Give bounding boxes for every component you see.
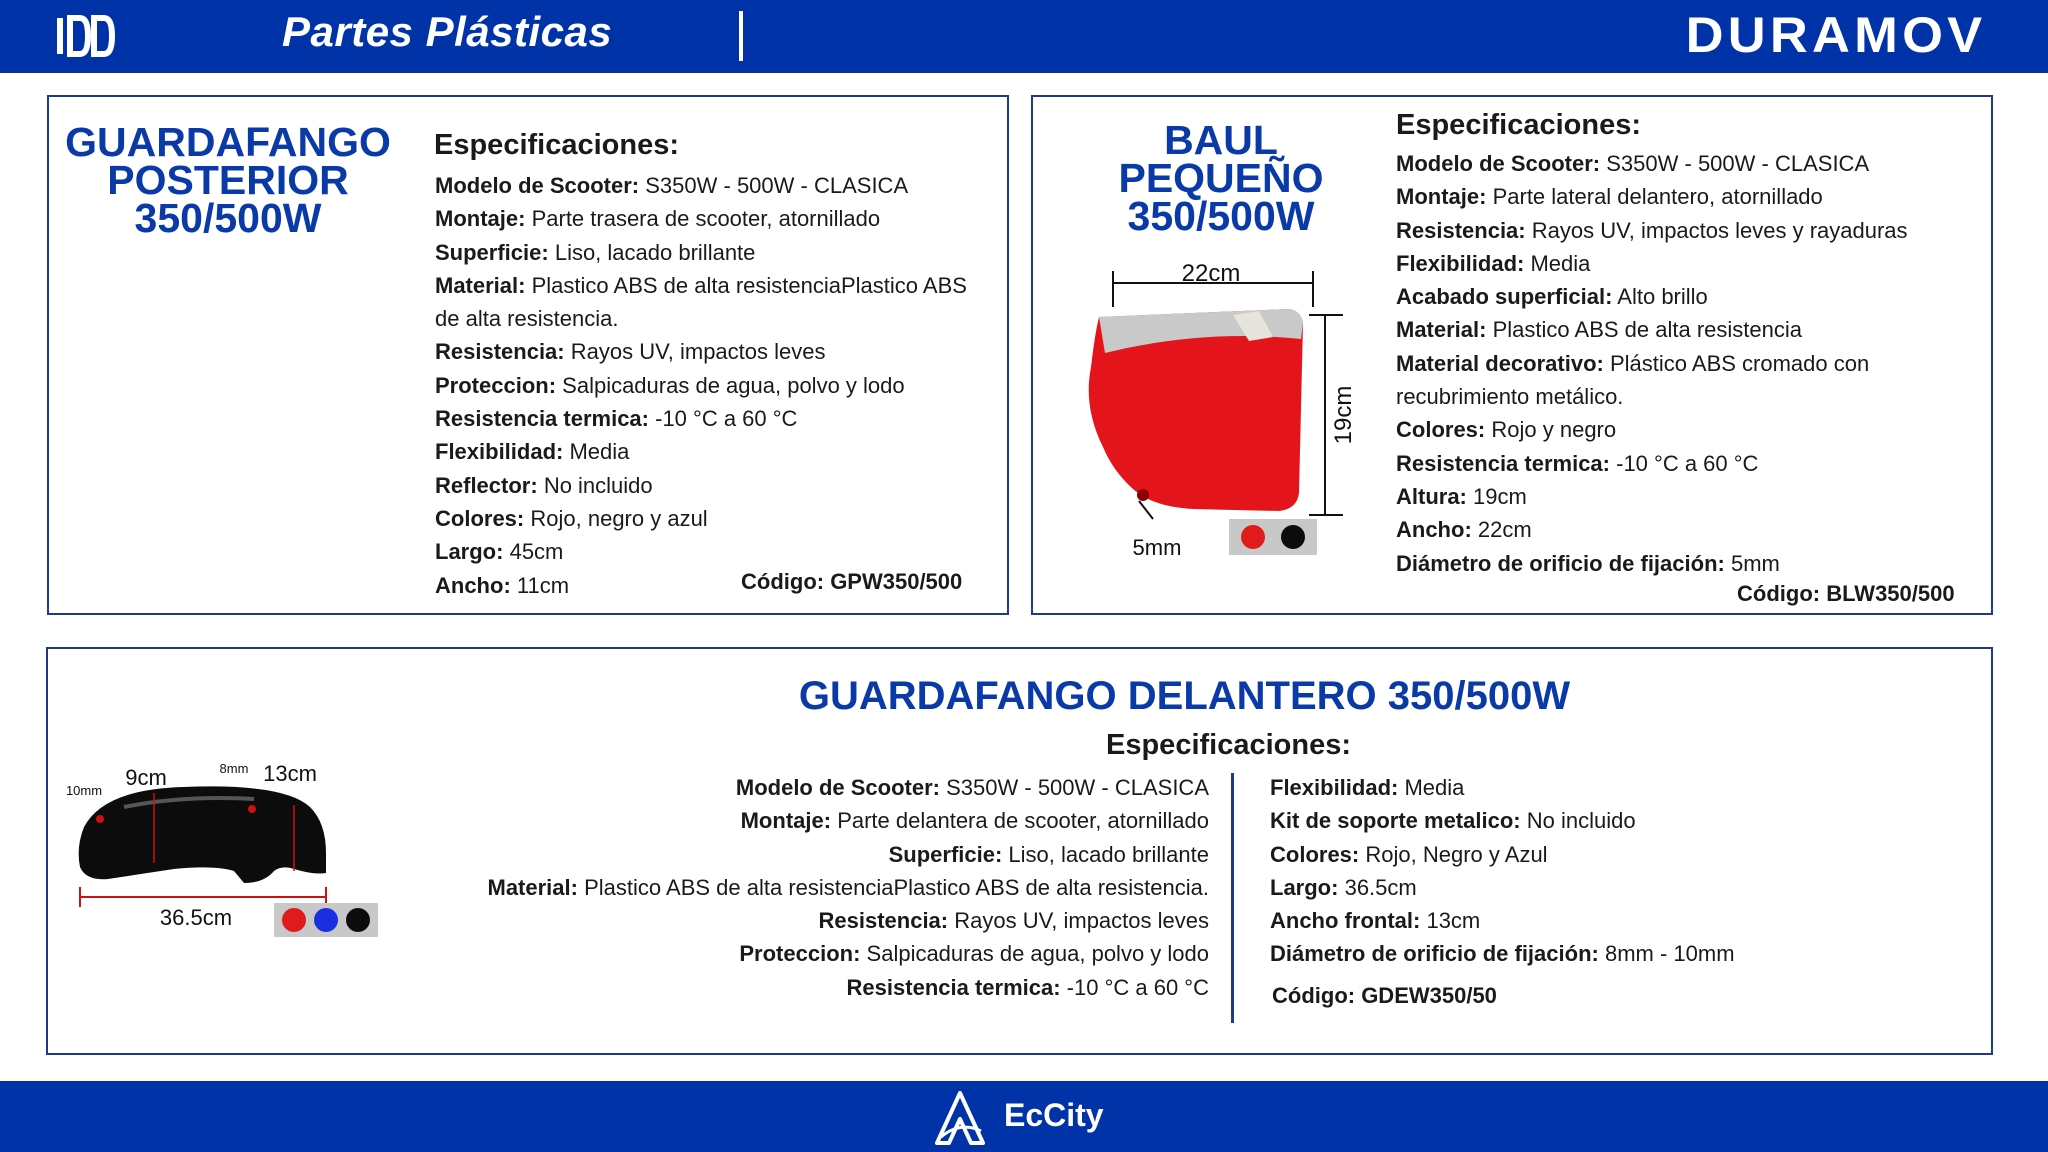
- spec-value: 11cm: [516, 572, 570, 598]
- mount-hole: [96, 815, 104, 823]
- spec-value: 45cm: [509, 539, 564, 565]
- spec-value: Rayos UV, impactos leves y rayaduras: [1531, 217, 1908, 243]
- spec-value: Rojo, Negro y Azul: [1365, 841, 1548, 867]
- color-swatch-red: [282, 908, 306, 932]
- footer-bar: [0, 1081, 2048, 1152]
- product-card-baul-pequeno: [1031, 95, 1993, 615]
- spec-item: [435, 169, 995, 202]
- spec-key: Acabado superficial:: [1396, 284, 1613, 310]
- spec-key: Modelo de Scooter:: [735, 775, 940, 800]
- spec-item: [1396, 513, 1986, 546]
- spec-key: Colores:: [1270, 841, 1360, 867]
- header-divider: [739, 11, 743, 61]
- spec-item: [435, 469, 995, 502]
- dim-label-10mm: 10mm: [65, 783, 103, 798]
- spec-item: [1270, 871, 1890, 904]
- hole-arrow: [1139, 501, 1153, 519]
- spec-value: Liso, lacado brillante: [554, 239, 756, 265]
- spec-item: [435, 269, 995, 336]
- spec-key: Resistencia:: [1396, 217, 1526, 243]
- spec-key: Modelo de Scooter:: [435, 173, 640, 198]
- spec-item: [1396, 147, 1986, 180]
- spec-key: Modelo de Scooter:: [1396, 151, 1601, 176]
- fender-body: [79, 786, 326, 883]
- spec-item: [1396, 180, 1986, 213]
- spec-value: 36.5cm: [1344, 874, 1417, 900]
- footer-brand: EcCity: [1004, 1097, 1104, 1133]
- spec-item: [1270, 904, 1890, 937]
- spec-key: Flexibilidad:: [1270, 775, 1399, 800]
- spec-key: Material:: [435, 272, 526, 298]
- spec-key: Montaje:: [435, 206, 526, 232]
- spec-value: Plastico ABS de alta resistenciaPlastico ABS de alta resistencia.: [435, 272, 967, 332]
- spec-item: [435, 369, 995, 402]
- spec-key: Material decorativo:: [1396, 350, 1604, 376]
- eccity-logo-icon: [935, 1091, 985, 1147]
- spec-item: [309, 871, 1209, 904]
- spec-value: 5mm: [1730, 550, 1780, 576]
- product-card-guardafango-posterior: [47, 95, 1009, 615]
- product-code: Código: GPW350/500: [741, 569, 963, 594]
- spec-item: [1270, 771, 1890, 804]
- product-title: GUARDAFANGO POSTERIOR 350/500W: [65, 119, 391, 241]
- spec-key: Resistencia termica:: [846, 974, 1061, 1000]
- product-title: BAUL PEQUEÑO 350/500W: [1118, 117, 1324, 239]
- mount-hole: [1137, 489, 1149, 501]
- spec-value: Plastico ABS de alta resistencia: [1492, 317, 1802, 343]
- spec-key: Resistencia termica:: [1396, 450, 1610, 476]
- spec-item: [435, 535, 995, 568]
- spec-value: No incluido: [1526, 808, 1636, 834]
- spec-item: [435, 435, 995, 468]
- spec-item: [1396, 447, 1986, 480]
- duramov-logo-icon: [56, 14, 128, 58]
- spec-item: [309, 838, 1209, 871]
- spec-value: S350W - 500W - CLASICA: [946, 775, 1209, 800]
- spec-key: Ancho frontal:: [1270, 908, 1421, 934]
- spec-key: Resistencia termica:: [435, 406, 649, 432]
- spec-item: [435, 236, 995, 269]
- spec-value: Rojo y negro: [1491, 417, 1617, 443]
- spec-value: -10 °C a 60 °C: [655, 406, 798, 432]
- dim-label-8mm: 8mm: [219, 761, 249, 776]
- product-code: Código: BLW350/500: [1737, 581, 1955, 606]
- color-swatch-black: [1281, 525, 1305, 549]
- spec-item: [309, 804, 1209, 837]
- spec-item: [1396, 313, 1986, 346]
- spec-key: Ancho:: [1396, 517, 1472, 543]
- spec-key: Montaje:: [1396, 184, 1487, 210]
- spec-list: [435, 169, 995, 602]
- spec-item: [1396, 347, 1986, 414]
- dim-label-13cm: 13cm: [263, 761, 317, 786]
- spec-value: 19cm: [1473, 483, 1527, 509]
- spec-value: No incluido: [543, 472, 653, 498]
- spec-value: Rojo, negro y azul: [530, 505, 708, 531]
- spec-key: Ancho:: [435, 572, 511, 598]
- spec-value: Alto brillo: [1617, 284, 1708, 310]
- spec-item: [1396, 247, 1986, 280]
- spec-value: Plástico ABS cromado con recubrimiento metálico.: [1396, 350, 1870, 410]
- spec-value: Plastico ABS de alta resistenciaPlastico ABS de alta resistencia.: [584, 874, 1209, 900]
- product-title: GUARDAFANGO DELANTERO 350/500W: [798, 674, 1571, 718]
- spec-key: Superficie:: [435, 239, 549, 265]
- spec-key: Diámetro de orificio de fijación:: [1270, 941, 1599, 967]
- spec-heading: Especificaciones:: [1396, 109, 1641, 141]
- spec-value: 8mm - 10mm: [1604, 941, 1735, 967]
- spec-key: Resistencia:: [818, 908, 949, 934]
- spec-item: [1396, 214, 1986, 247]
- spec-list-left: [309, 771, 1209, 1004]
- spec-key: Colores:: [1396, 417, 1486, 443]
- dim-label-9cm: 9cm: [125, 765, 167, 790]
- spec-item: [1270, 838, 1890, 871]
- spec-heading: Especificaciones:: [1106, 729, 1351, 761]
- spec-key: Kit de soporte metalico:: [1270, 808, 1521, 834]
- spec-key: Reflector:: [435, 472, 538, 498]
- spec-list-right: [1270, 771, 1890, 971]
- spec-value: -10 °C a 60 °C: [1066, 974, 1209, 1000]
- spec-item: [1396, 547, 1986, 580]
- spec-item: [1396, 413, 1986, 446]
- spec-key: Resistencia:: [435, 339, 565, 365]
- spec-item: [1270, 937, 1890, 970]
- spec-key: Material:: [487, 874, 578, 900]
- spec-column-divider: [1231, 773, 1234, 1023]
- spec-value: S350W - 500W - CLASICA: [645, 173, 909, 198]
- page-title: Partes Plásticas: [282, 8, 613, 55]
- mount-hole: [248, 805, 256, 813]
- spec-value: S350W - 500W - CLASICA: [1606, 151, 1870, 176]
- baul-product-image: [1053, 257, 1373, 577]
- spec-item: [309, 971, 1209, 1004]
- spec-key: Largo:: [435, 539, 504, 565]
- spec-value: 22cm: [1477, 517, 1532, 543]
- spec-item: [435, 202, 995, 235]
- spec-key: Altura:: [1396, 483, 1467, 509]
- spec-item: [435, 402, 995, 435]
- spec-key: Material:: [1396, 317, 1487, 343]
- spec-key: Flexibilidad:: [435, 439, 564, 465]
- spec-item: [309, 937, 1209, 970]
- spec-key: Montaje:: [740, 808, 832, 834]
- spec-value: Media: [1404, 775, 1465, 800]
- dim-height-label: 19cm: [1330, 385, 1357, 445]
- spec-item: [309, 904, 1209, 937]
- spec-key: Superficie:: [888, 841, 1003, 867]
- spec-list: [1396, 147, 1986, 580]
- spec-value: Parte lateral delantero, atornillado: [1492, 184, 1823, 210]
- spec-item: [435, 335, 995, 368]
- spec-value: Media: [1530, 250, 1591, 276]
- product-card-guardafango-delantero: [46, 647, 1993, 1055]
- spec-value: Parte trasera de scooter, atornillado: [531, 206, 881, 232]
- brand-logo-text: DURAMOV: [1685, 7, 1986, 63]
- product-title-wrap: [48, 673, 1991, 719]
- spec-heading: Especificaciones:: [434, 129, 679, 161]
- spec-value: 13cm: [1426, 908, 1481, 934]
- spec-item: [309, 771, 1209, 804]
- spec-item: [1396, 480, 1986, 513]
- spec-value: Salpicaduras de agua, polvo y lodo: [562, 372, 905, 398]
- dim-width-label: 22cm: [1181, 260, 1241, 287]
- spec-item: [435, 502, 995, 535]
- spec-item: [1396, 280, 1986, 313]
- spec-key: Diámetro de orificio de fijación:: [1396, 550, 1725, 576]
- spec-value: Rayos UV, impactos leves: [570, 339, 826, 365]
- dim-hole-label: 5mm: [1132, 535, 1182, 560]
- spec-value: Media: [569, 439, 630, 465]
- spec-key: Flexibilidad:: [1396, 250, 1525, 276]
- spec-key: Proteccion:: [739, 941, 861, 967]
- color-swatch-red: [1241, 525, 1265, 549]
- spec-value: -10 °C a 60 °C: [1616, 450, 1759, 476]
- header-bar: [0, 0, 2048, 73]
- spec-value: Rayos UV, impactos leves: [954, 908, 1209, 934]
- spec-item: [1270, 804, 1890, 837]
- dim-length-label: 36.5cm: [159, 905, 233, 930]
- spec-key: Colores:: [435, 505, 525, 531]
- spec-key: Largo:: [1270, 874, 1339, 900]
- spec-value: Parte delantera de scooter, atornillado: [837, 808, 1209, 834]
- spec-value: Liso, lacado brillante: [1008, 841, 1209, 867]
- spec-value: Salpicaduras de agua, polvo y lodo: [866, 941, 1209, 967]
- product-code: Código: GDEW350/50: [1272, 983, 1497, 1008]
- spec-key: Proteccion:: [435, 372, 557, 398]
